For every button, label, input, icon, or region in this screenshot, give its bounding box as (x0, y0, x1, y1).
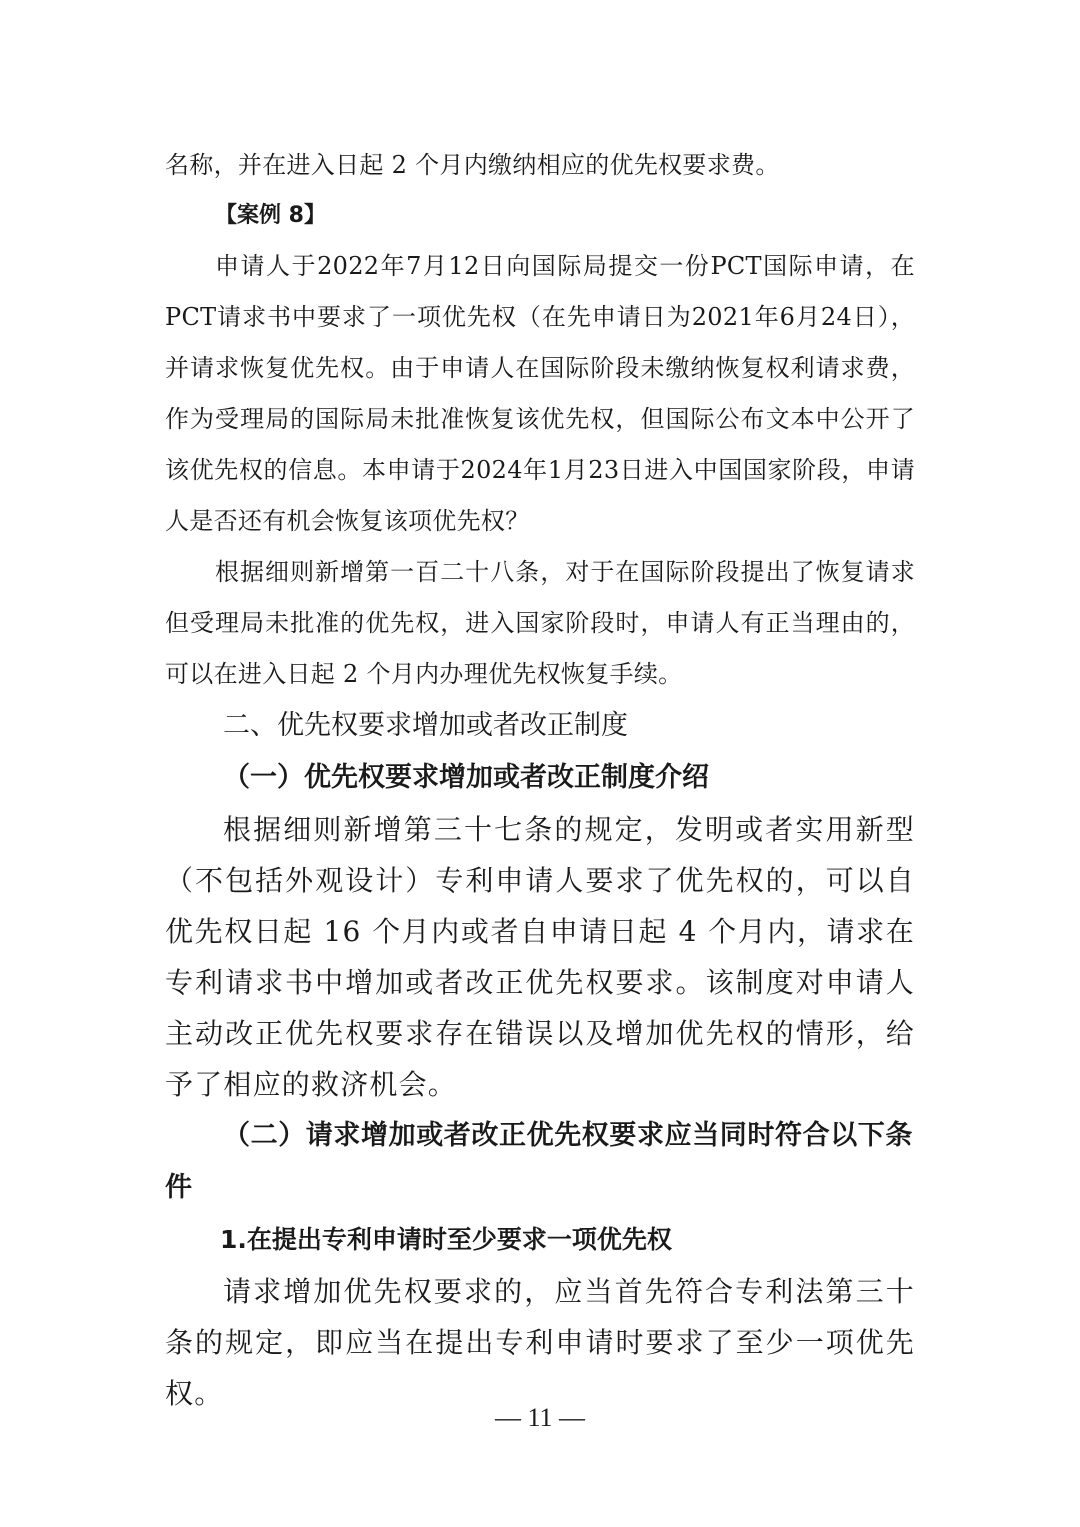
condition-heading-1: 1.在提出专利申请时至少要求一项优先权 (220, 1225, 672, 1254)
page-body (165, 140, 915, 1419)
subsection-heading-intro: （一）优先权要求增加或者改正制度介绍 (223, 762, 709, 793)
paragraph-case-question: 申请人于2022年7月12日向国际局提交一份PCT国际申请，在PCT请求书中要求了一项优先权（在先申请日为2021年6月24日），并请求恢复优先权。由于申请人在国际阶段未缴纳恢复权利请求费，作为受理局的国际局未批准恢复该优先权，但国际公布文本中公开了该优先权的信息。本申请于2024年1月23日进入中国国家阶段，申请人是否还有机会恢复该项优先权？ (165, 252, 915, 535)
paragraph-case-answer: 根据细则新增第一百二十八条，对于在国际阶段提出了恢复请求但受理局未批准的优先权，进入国家阶段时，申请人有正当理由的，可以在进入日起 2 个月内办理优先权恢复手续。 (165, 558, 915, 688)
section-heading: 二、优先权要求增加或者改正制度 (223, 710, 628, 741)
paragraph-rule-intro: 根据细则新增第三十七条的规定，发明或者实用新型（不包括外观设计）专利申请人要求了优先权的，可以自优先权日起 16 个月内或者自申请日起 4 个月内，请求在专利请求书中增加或者改正优先权要求。该制度对申请人主动改正优先权要求存在错误以及增加优先权的情形，给予了相应的救济机会。 (165, 813, 915, 1101)
case-title: 【案例 8】 (215, 203, 326, 228)
paragraph-continuation: 名称，并在进入日起 2 个月内缴纳相应的优先权要求费。 (165, 151, 780, 179)
subsection-heading-conditions: （二）请求增加或者改正优先权要求应当同时符合以下条件 (165, 1120, 913, 1203)
paragraph-condition-1: 请求增加优先权要求的，应当首先符合专利法第三十条的规定，即应当在提出专利申请时要求了至少一项优先权。 (165, 1275, 915, 1410)
page-number: — 11 — (494, 1403, 586, 1432)
